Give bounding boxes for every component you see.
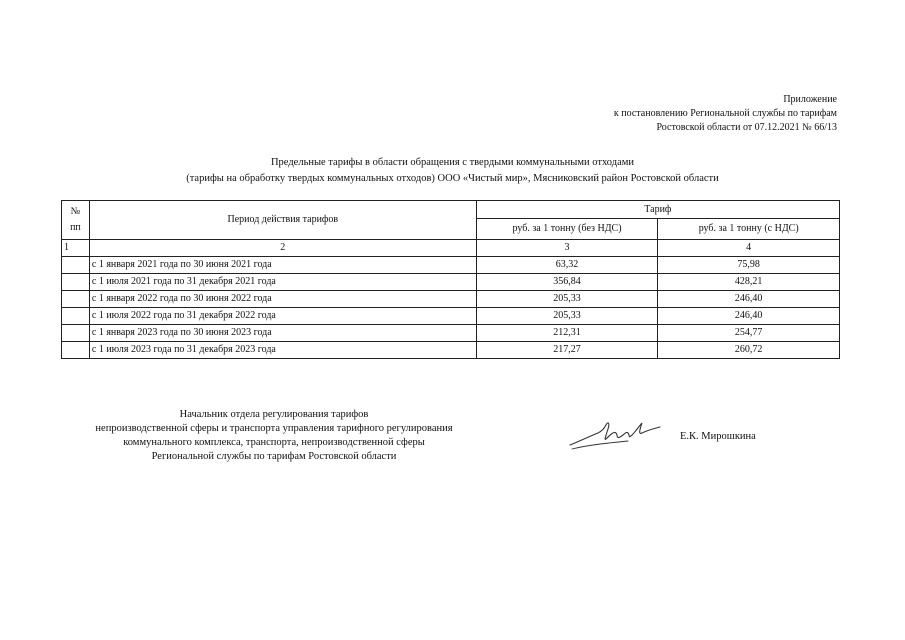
row-number-cell [62,308,90,325]
signatory-line: непроизводственной сферы и транспорта управления тарифного регулирования [95,423,453,434]
index-cell: 3 [476,240,658,257]
row-no-vat-cell: 212,31 [476,325,658,342]
row-number-cell [62,257,90,274]
row-number-cell [62,291,90,308]
column-header-no-vat: руб. за 1 тонну (без НДС) [476,219,658,240]
table-index-row [62,240,840,257]
appendix-line: к постановлению Региональной службы по тарифам [613,108,837,119]
row-no-vat-cell: 63,32 [476,257,658,274]
row-no-vat-cell: 356,84 [476,274,658,291]
column-header-number [62,201,90,240]
table-header-row [62,201,840,219]
title-line: Предельные тарифы в области обращения с твердыми коммунальными отходами [270,157,635,168]
row-with-vat-cell: 260,72 [658,342,840,359]
row-no-vat-cell: 205,33 [476,291,658,308]
table-row [62,274,840,291]
document-title [0,155,905,187]
index-cell: 4 [658,240,840,257]
column-header-tariff: Тариф [476,201,839,219]
row-with-vat-cell: 254,77 [658,325,840,342]
signatory-position [62,408,486,464]
handwritten-signature [568,415,663,451]
signatory-line: Региональной службы по тарифам Ростовской области [151,451,397,462]
row-with-vat-cell: 246,40 [658,291,840,308]
appendix-header [614,93,837,135]
header-number-line2: пп [70,222,81,233]
row-with-vat-cell: 246,40 [658,308,840,325]
signatory-line: коммунального комплекса, транспорта, непроизводственной сферы [123,437,425,448]
row-period-cell: с 1 января 2021 года по 30 июня 2021 года [89,257,476,274]
row-period-cell: с 1 января 2022 года по 30 июня 2022 года [89,291,476,308]
column-header-period: Период действия тарифов [89,201,476,240]
table-row [62,325,840,342]
appendix-line: Ростовской области от 07.12.2021 № 66/13 [656,122,837,133]
row-period-cell: с 1 июля 2023 года по 31 декабря 2023 года [89,342,476,359]
row-no-vat-cell: 217,27 [476,342,658,359]
row-period-cell: с 1 июля 2021 года по 31 декабря 2021 года [89,274,476,291]
tariff-table [61,200,840,359]
title-line: (тарифы на обработку твердых коммунальных отходов) ООО «Чистый мир», Мясниковский район Ростовской области [186,173,719,184]
row-with-vat-cell: 75,98 [658,257,840,274]
row-number-cell [62,342,90,359]
row-with-vat-cell: 428,21 [658,274,840,291]
row-number-cell [62,274,90,291]
row-period-cell: с 1 января 2023 года по 30 июня 2023 года [89,325,476,342]
index-cell: 1 [62,240,90,257]
table-row [62,342,840,359]
row-period-cell: с 1 июля 2022 года по 31 декабря 2022 года [89,308,476,325]
table-row [62,257,840,274]
table-row [62,291,840,308]
row-no-vat-cell: 205,33 [476,308,658,325]
row-number-cell [62,325,90,342]
appendix-line: Приложение [783,94,837,105]
table-row [62,308,840,325]
signatory-name: Е.К. Мирошкина [680,431,756,442]
signatory-line: Начальник отдела регулирования тарифов [179,409,369,420]
column-header-with-vat: руб. за 1 тонну (с НДС) [658,219,840,240]
header-number-line1: № [70,206,81,217]
index-cell: 2 [89,240,476,257]
